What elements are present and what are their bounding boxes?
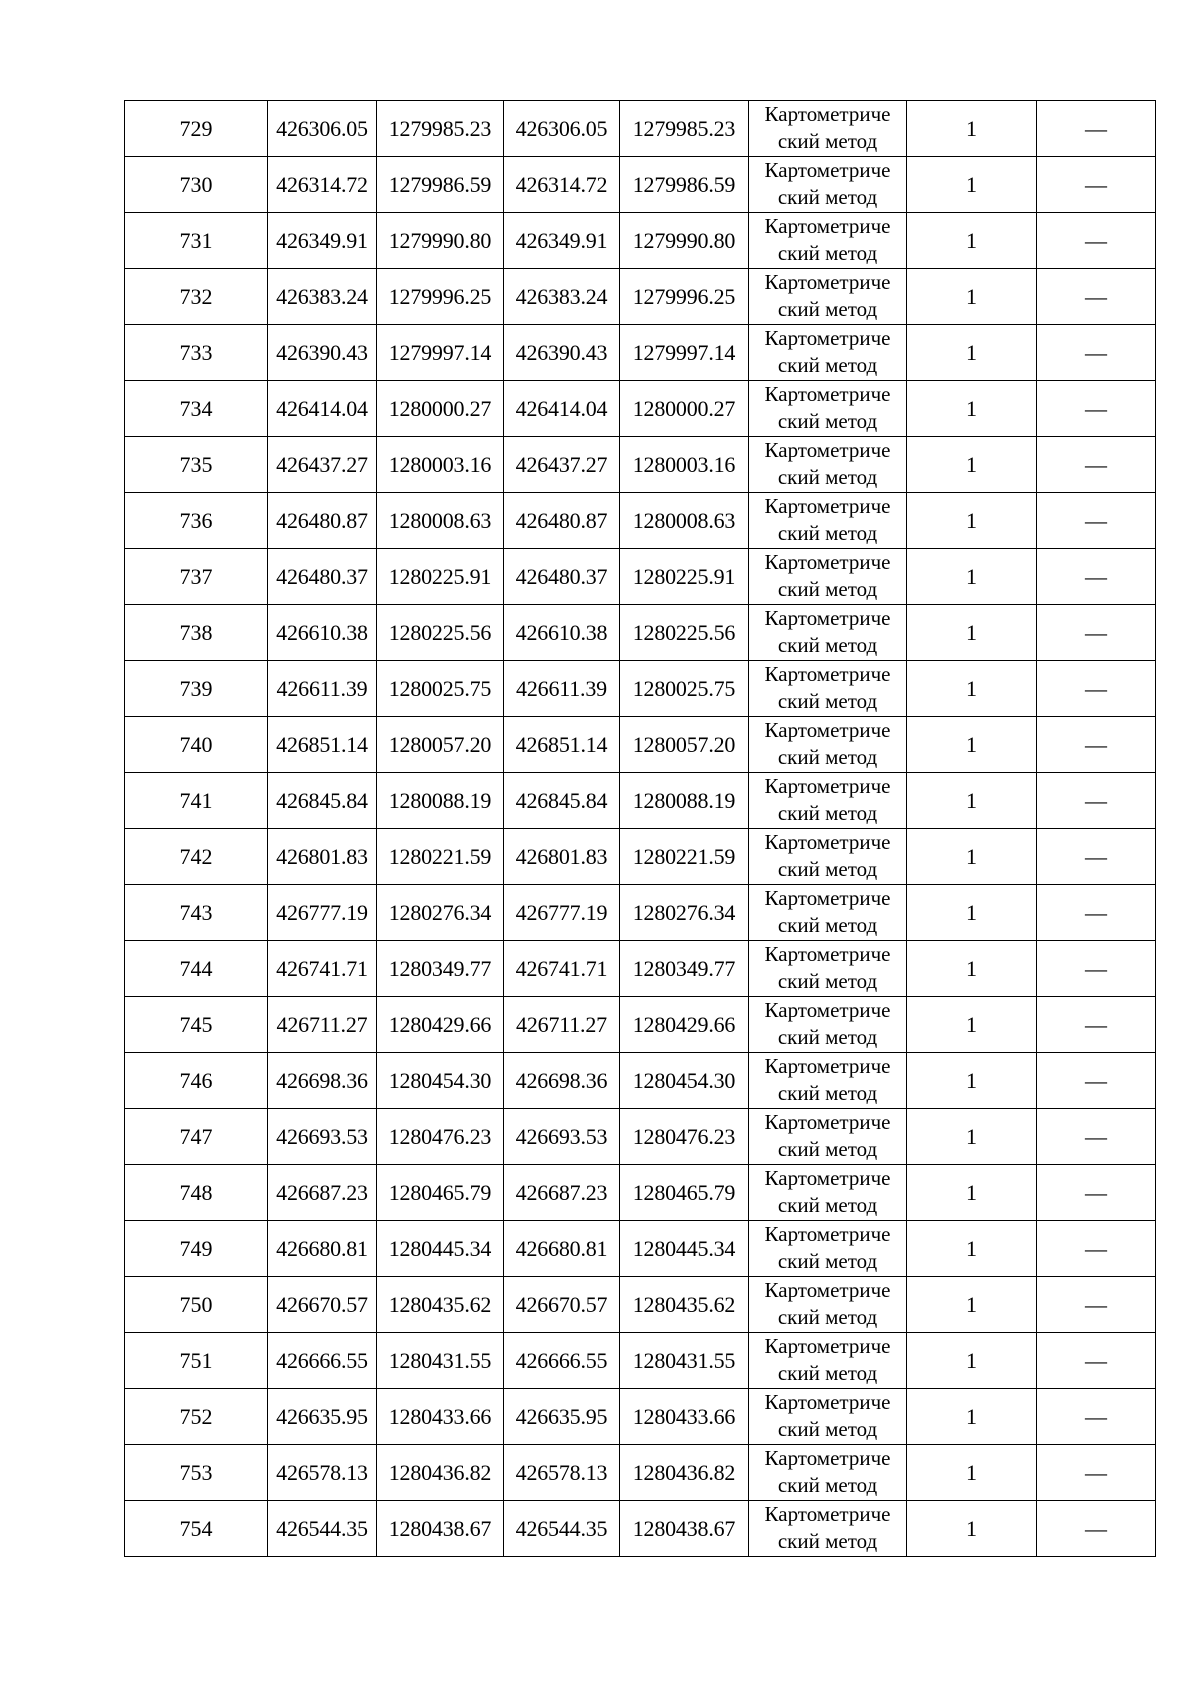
method-cell: [749, 661, 907, 717]
y-coordinate-cell: 1280445.34: [620, 1221, 749, 1277]
accuracy-cell: 1: [907, 997, 1037, 1053]
y-coordinate-cell: 1280431.55: [377, 1333, 504, 1389]
point-number-cell: 731: [125, 213, 268, 269]
point-number-cell: 737: [125, 549, 268, 605]
accuracy-cell: 1: [907, 1333, 1037, 1389]
x-coordinate-cell: 426666.55: [504, 1333, 620, 1389]
table-row: [125, 1053, 1156, 1109]
x-coordinate-cell: 426611.39: [504, 661, 620, 717]
x-coordinate-cell: 426414.04: [504, 381, 620, 437]
accuracy-cell: 1: [907, 381, 1037, 437]
note-cell: —: [1037, 1221, 1156, 1277]
accuracy-cell: 1: [907, 325, 1037, 381]
method-text: ский метод: [777, 1025, 878, 1049]
method-cell: [749, 997, 907, 1053]
method-text: ский метод: [777, 521, 878, 545]
table-row: [125, 941, 1156, 997]
method-cell: [749, 1277, 907, 1333]
y-coordinate-cell: 1279985.23: [377, 101, 504, 157]
y-coordinate-cell: 1280276.34: [620, 885, 749, 941]
method-text: Картометриче: [764, 438, 891, 462]
x-coordinate-cell: 426480.87: [268, 493, 377, 549]
method-text: Картометриче: [764, 1110, 891, 1134]
x-coordinate-cell: 426687.23: [504, 1165, 620, 1221]
note-cell: —: [1037, 885, 1156, 941]
accuracy-cell: 1: [907, 549, 1037, 605]
x-coordinate-cell: 426437.27: [504, 437, 620, 493]
y-coordinate-cell: 1280429.66: [620, 997, 749, 1053]
x-coordinate-cell: 426383.24: [268, 269, 377, 325]
x-coordinate-cell: 426801.83: [504, 829, 620, 885]
method-text: Картометриче: [764, 1502, 891, 1526]
method-text: ский метод: [777, 353, 878, 377]
table-row: [125, 1109, 1156, 1165]
x-coordinate-cell: 426544.35: [268, 1501, 377, 1557]
x-coordinate-cell: 426610.38: [504, 605, 620, 661]
point-number-cell: 738: [125, 605, 268, 661]
note-cell: —: [1037, 1165, 1156, 1221]
method-text: ский метод: [777, 185, 878, 209]
x-coordinate-cell: 426698.36: [268, 1053, 377, 1109]
x-coordinate-cell: 426390.43: [268, 325, 377, 381]
table-row: [125, 1277, 1156, 1333]
method-text: Картометриче: [764, 606, 891, 630]
table-row: [125, 437, 1156, 493]
note-cell: —: [1037, 1389, 1156, 1445]
y-coordinate-cell: 1279990.80: [377, 213, 504, 269]
y-coordinate-cell: 1280438.67: [620, 1501, 749, 1557]
table-row: [125, 1389, 1156, 1445]
accuracy-cell: 1: [907, 773, 1037, 829]
accuracy-cell: 1: [907, 1165, 1037, 1221]
x-coordinate-cell: 426777.19: [504, 885, 620, 941]
method-text: ский метод: [777, 1137, 878, 1161]
x-coordinate-cell: 426578.13: [504, 1445, 620, 1501]
method-text: Картометриче: [764, 1334, 891, 1358]
method-text: Картометриче: [764, 942, 891, 966]
coordinates-table: [124, 100, 1156, 1557]
method-cell: [749, 773, 907, 829]
x-coordinate-cell: 426670.57: [268, 1277, 377, 1333]
x-coordinate-cell: 426480.37: [504, 549, 620, 605]
y-coordinate-cell: 1280433.66: [620, 1389, 749, 1445]
method-text: ский метод: [777, 1361, 878, 1385]
accuracy-cell: 1: [907, 941, 1037, 997]
y-coordinate-cell: 1280349.77: [620, 941, 749, 997]
note-cell: —: [1037, 549, 1156, 605]
x-coordinate-cell: 426741.71: [268, 941, 377, 997]
method-text: ский метод: [777, 465, 878, 489]
x-coordinate-cell: 426480.87: [504, 493, 620, 549]
point-number-cell: 752: [125, 1389, 268, 1445]
method-text: ский метод: [777, 1193, 878, 1217]
x-coordinate-cell: 426578.13: [268, 1445, 377, 1501]
note-cell: —: [1037, 997, 1156, 1053]
y-coordinate-cell: 1279997.14: [377, 325, 504, 381]
y-coordinate-cell: 1280008.63: [377, 493, 504, 549]
note-cell: —: [1037, 1109, 1156, 1165]
method-text: ский метод: [777, 969, 878, 993]
table-row: [125, 213, 1156, 269]
method-text: ский метод: [777, 241, 878, 265]
method-cell: [749, 605, 907, 661]
x-coordinate-cell: 426845.84: [504, 773, 620, 829]
method-cell: [749, 1389, 907, 1445]
method-cell: [749, 941, 907, 997]
accuracy-cell: 1: [907, 1277, 1037, 1333]
method-cell: [749, 101, 907, 157]
note-cell: —: [1037, 101, 1156, 157]
point-number-cell: 735: [125, 437, 268, 493]
y-coordinate-cell: 1280435.62: [377, 1277, 504, 1333]
accuracy-cell: 1: [907, 717, 1037, 773]
method-text: ский метод: [777, 1305, 878, 1329]
note-cell: —: [1037, 1277, 1156, 1333]
x-coordinate-cell: 426670.57: [504, 1277, 620, 1333]
point-number-cell: 734: [125, 381, 268, 437]
point-number-cell: 745: [125, 997, 268, 1053]
y-coordinate-cell: 1279996.25: [620, 269, 749, 325]
table-body: [125, 101, 1156, 1557]
y-coordinate-cell: 1280454.30: [620, 1053, 749, 1109]
x-coordinate-cell: 426314.72: [504, 157, 620, 213]
y-coordinate-cell: 1280000.27: [620, 381, 749, 437]
y-coordinate-cell: 1280003.16: [620, 437, 749, 493]
accuracy-cell: 1: [907, 1053, 1037, 1109]
table-row: [125, 1445, 1156, 1501]
y-coordinate-cell: 1280221.59: [377, 829, 504, 885]
y-coordinate-cell: 1280276.34: [377, 885, 504, 941]
method-text: Картометриче: [764, 1446, 891, 1470]
accuracy-cell: 1: [907, 213, 1037, 269]
method-cell: [749, 829, 907, 885]
x-coordinate-cell: 426698.36: [504, 1053, 620, 1109]
note-cell: —: [1037, 437, 1156, 493]
x-coordinate-cell: 426635.95: [504, 1389, 620, 1445]
point-number-cell: 736: [125, 493, 268, 549]
note-cell: —: [1037, 605, 1156, 661]
accuracy-cell: 1: [907, 829, 1037, 885]
x-coordinate-cell: 426480.37: [268, 549, 377, 605]
table-row: [125, 1501, 1156, 1557]
method-text: ский метод: [777, 409, 878, 433]
method-cell: [749, 493, 907, 549]
x-coordinate-cell: 426349.91: [504, 213, 620, 269]
method-text: ский метод: [777, 1081, 878, 1105]
method-text: Картометриче: [764, 830, 891, 854]
method-cell: [749, 381, 907, 437]
y-coordinate-cell: 1280225.91: [620, 549, 749, 605]
x-coordinate-cell: 426711.27: [504, 997, 620, 1053]
note-cell: —: [1037, 829, 1156, 885]
x-coordinate-cell: 426544.35: [504, 1501, 620, 1557]
point-number-cell: 748: [125, 1165, 268, 1221]
x-coordinate-cell: 426693.53: [268, 1109, 377, 1165]
y-coordinate-cell: 1280436.82: [620, 1445, 749, 1501]
y-coordinate-cell: 1280000.27: [377, 381, 504, 437]
method-text: Картометриче: [764, 494, 891, 518]
method-text: ский метод: [777, 857, 878, 881]
y-coordinate-cell: 1280436.82: [377, 1445, 504, 1501]
y-coordinate-cell: 1279985.23: [620, 101, 749, 157]
x-coordinate-cell: 426680.81: [504, 1221, 620, 1277]
x-coordinate-cell: 426693.53: [504, 1109, 620, 1165]
x-coordinate-cell: 426777.19: [268, 885, 377, 941]
y-coordinate-cell: 1279990.80: [620, 213, 749, 269]
method-text: ский метод: [777, 1473, 878, 1497]
x-coordinate-cell: 426741.71: [504, 941, 620, 997]
table-row: [125, 773, 1156, 829]
y-coordinate-cell: 1279996.25: [377, 269, 504, 325]
method-text: ский метод: [777, 1249, 878, 1273]
x-coordinate-cell: 426349.91: [268, 213, 377, 269]
table-row: [125, 717, 1156, 773]
table-row: [125, 269, 1156, 325]
y-coordinate-cell: 1280088.19: [377, 773, 504, 829]
method-text: ский метод: [777, 689, 878, 713]
method-cell: [749, 1333, 907, 1389]
note-cell: —: [1037, 773, 1156, 829]
x-coordinate-cell: 426611.39: [268, 661, 377, 717]
table-row: [125, 885, 1156, 941]
method-cell: [749, 717, 907, 773]
method-text: Картометриче: [764, 1278, 891, 1302]
y-coordinate-cell: 1280349.77: [377, 941, 504, 997]
y-coordinate-cell: 1280057.20: [620, 717, 749, 773]
table-row: [125, 549, 1156, 605]
y-coordinate-cell: 1280433.66: [377, 1389, 504, 1445]
x-coordinate-cell: 426801.83: [268, 829, 377, 885]
note-cell: —: [1037, 325, 1156, 381]
accuracy-cell: 1: [907, 605, 1037, 661]
method-cell: [749, 1445, 907, 1501]
y-coordinate-cell: 1280465.79: [377, 1165, 504, 1221]
note-cell: —: [1037, 941, 1156, 997]
note-cell: —: [1037, 381, 1156, 437]
point-number-cell: 744: [125, 941, 268, 997]
method-text: ский метод: [777, 913, 878, 937]
accuracy-cell: 1: [907, 1109, 1037, 1165]
note-cell: —: [1037, 1053, 1156, 1109]
method-text: Картометриче: [764, 1222, 891, 1246]
point-number-cell: 754: [125, 1501, 268, 1557]
y-coordinate-cell: 1280003.16: [377, 437, 504, 493]
point-number-cell: 747: [125, 1109, 268, 1165]
method-text: Картометриче: [764, 270, 891, 294]
note-cell: —: [1037, 1333, 1156, 1389]
method-text: ский метод: [777, 577, 878, 601]
x-coordinate-cell: 426306.05: [268, 101, 377, 157]
point-number-cell: 751: [125, 1333, 268, 1389]
y-coordinate-cell: 1280057.20: [377, 717, 504, 773]
accuracy-cell: 1: [907, 661, 1037, 717]
note-cell: —: [1037, 213, 1156, 269]
x-coordinate-cell: 426306.05: [504, 101, 620, 157]
point-number-cell: 742: [125, 829, 268, 885]
point-number-cell: 753: [125, 1445, 268, 1501]
accuracy-cell: 1: [907, 493, 1037, 549]
x-coordinate-cell: 426437.27: [268, 437, 377, 493]
y-coordinate-cell: 1280221.59: [620, 829, 749, 885]
note-cell: —: [1037, 269, 1156, 325]
point-number-cell: 741: [125, 773, 268, 829]
y-coordinate-cell: 1280476.23: [377, 1109, 504, 1165]
y-coordinate-cell: 1280088.19: [620, 773, 749, 829]
x-coordinate-cell: 426851.14: [504, 717, 620, 773]
method-cell: [749, 1221, 907, 1277]
y-coordinate-cell: 1279986.59: [620, 157, 749, 213]
table-row: [125, 661, 1156, 717]
accuracy-cell: 1: [907, 1501, 1037, 1557]
y-coordinate-cell: 1280438.67: [377, 1501, 504, 1557]
method-cell: [749, 1053, 907, 1109]
x-coordinate-cell: 426383.24: [504, 269, 620, 325]
note-cell: —: [1037, 493, 1156, 549]
x-coordinate-cell: 426635.95: [268, 1389, 377, 1445]
y-coordinate-cell: 1280225.91: [377, 549, 504, 605]
x-coordinate-cell: 426414.04: [268, 381, 377, 437]
method-text: Картометриче: [764, 158, 891, 182]
method-text: ский метод: [777, 745, 878, 769]
x-coordinate-cell: 426851.14: [268, 717, 377, 773]
note-cell: —: [1037, 1445, 1156, 1501]
accuracy-cell: 1: [907, 1389, 1037, 1445]
method-text: Картометриче: [764, 998, 891, 1022]
y-coordinate-cell: 1280431.55: [620, 1333, 749, 1389]
method-cell: [749, 885, 907, 941]
note-cell: —: [1037, 1501, 1156, 1557]
table-row: [125, 493, 1156, 549]
method-text: Картометриче: [764, 1390, 891, 1414]
x-coordinate-cell: 426390.43: [504, 325, 620, 381]
method-cell: [749, 437, 907, 493]
method-text: Картометриче: [764, 550, 891, 574]
method-cell: [749, 157, 907, 213]
note-cell: —: [1037, 157, 1156, 213]
method-text: Картометриче: [764, 326, 891, 350]
method-text: ский метод: [777, 129, 878, 153]
y-coordinate-cell: 1280025.75: [377, 661, 504, 717]
method-text: Картометриче: [764, 1054, 891, 1078]
table-row: [125, 1333, 1156, 1389]
method-text: ский метод: [777, 297, 878, 321]
method-text: Картометриче: [764, 718, 891, 742]
point-number-cell: 750: [125, 1277, 268, 1333]
method-text: ский метод: [777, 801, 878, 825]
method-cell: [749, 269, 907, 325]
y-coordinate-cell: 1279997.14: [620, 325, 749, 381]
table-row: [125, 829, 1156, 885]
method-text: Картометриче: [764, 662, 891, 686]
accuracy-cell: 1: [907, 1221, 1037, 1277]
y-coordinate-cell: 1280454.30: [377, 1053, 504, 1109]
table-row: [125, 381, 1156, 437]
table-row: [125, 605, 1156, 661]
y-coordinate-cell: 1280008.63: [620, 493, 749, 549]
table-row: [125, 101, 1156, 157]
x-coordinate-cell: 426610.38: [268, 605, 377, 661]
method-cell: [749, 549, 907, 605]
method-text: Картометриче: [764, 1166, 891, 1190]
point-number-cell: 749: [125, 1221, 268, 1277]
method-cell: [749, 1109, 907, 1165]
method-text: Картометриче: [764, 774, 891, 798]
point-number-cell: 732: [125, 269, 268, 325]
method-cell: [749, 1165, 907, 1221]
method-text: Картометриче: [764, 102, 891, 126]
y-coordinate-cell: 1280225.56: [620, 605, 749, 661]
note-cell: —: [1037, 661, 1156, 717]
x-coordinate-cell: 426314.72: [268, 157, 377, 213]
x-coordinate-cell: 426845.84: [268, 773, 377, 829]
point-number-cell: 730: [125, 157, 268, 213]
y-coordinate-cell: 1280025.75: [620, 661, 749, 717]
point-number-cell: 733: [125, 325, 268, 381]
x-coordinate-cell: 426666.55: [268, 1333, 377, 1389]
point-number-cell: 739: [125, 661, 268, 717]
method-text: ский метод: [777, 1417, 878, 1441]
y-coordinate-cell: 1280225.56: [377, 605, 504, 661]
y-coordinate-cell: 1280445.34: [377, 1221, 504, 1277]
accuracy-cell: 1: [907, 437, 1037, 493]
point-number-cell: 740: [125, 717, 268, 773]
y-coordinate-cell: 1279986.59: [377, 157, 504, 213]
method-text: Картометриче: [764, 382, 891, 406]
accuracy-cell: 1: [907, 1445, 1037, 1501]
y-coordinate-cell: 1280435.62: [620, 1277, 749, 1333]
note-cell: —: [1037, 717, 1156, 773]
method-text: Картометриче: [764, 214, 891, 238]
method-text: ский метод: [777, 1529, 878, 1553]
table-row: [125, 997, 1156, 1053]
accuracy-cell: 1: [907, 269, 1037, 325]
x-coordinate-cell: 426711.27: [268, 997, 377, 1053]
method-text: ский метод: [777, 633, 878, 657]
table-row: [125, 325, 1156, 381]
accuracy-cell: 1: [907, 101, 1037, 157]
y-coordinate-cell: 1280429.66: [377, 997, 504, 1053]
point-number-cell: 746: [125, 1053, 268, 1109]
y-coordinate-cell: 1280465.79: [620, 1165, 749, 1221]
method-cell: [749, 213, 907, 269]
method-cell: [749, 325, 907, 381]
method-cell: [749, 1501, 907, 1557]
accuracy-cell: 1: [907, 885, 1037, 941]
y-coordinate-cell: 1280476.23: [620, 1109, 749, 1165]
table-row: [125, 1165, 1156, 1221]
x-coordinate-cell: 426680.81: [268, 1221, 377, 1277]
x-coordinate-cell: 426687.23: [268, 1165, 377, 1221]
table-row: [125, 157, 1156, 213]
method-text: Картометриче: [764, 886, 891, 910]
point-number-cell: 729: [125, 101, 268, 157]
point-number-cell: 743: [125, 885, 268, 941]
accuracy-cell: 1: [907, 157, 1037, 213]
table-row: [125, 1221, 1156, 1277]
